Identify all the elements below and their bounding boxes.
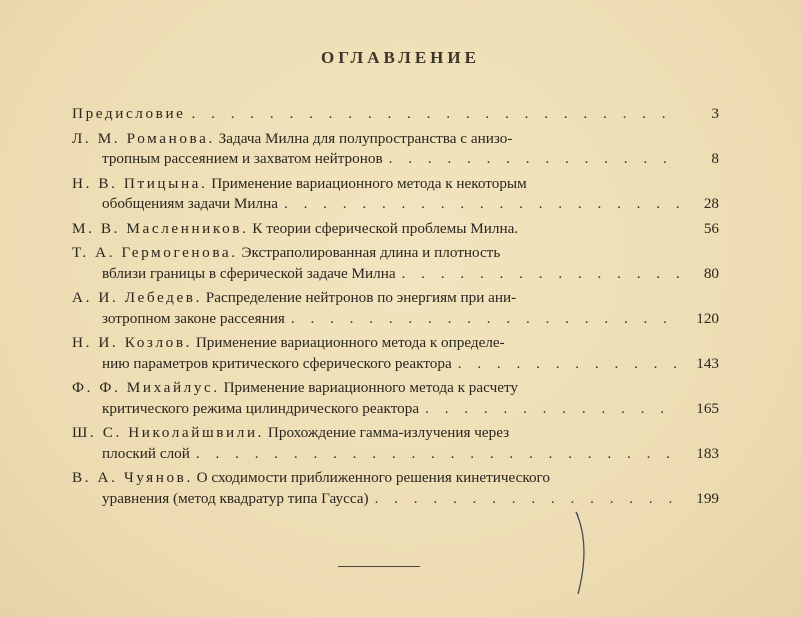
dot-leader [396, 264, 681, 285]
toc-entry-preface [72, 104, 719, 125]
entry-title-line: Задача Милна для полупространства с анизо- [218, 129, 513, 147]
entry-author: Н. В. Птицына. [72, 174, 208, 192]
page-number: 8 [711, 150, 719, 167]
entry-title-line: О сходимости приближенного решения кинетического [196, 469, 550, 486]
entry-author: Ф. Ф. Михайлус. [72, 379, 220, 396]
page-number: 143 [696, 354, 719, 372]
page-number: 165 [696, 399, 719, 417]
table-of-contents [72, 104, 719, 513]
page-number: 80 [703, 264, 719, 282]
separator-line [338, 566, 420, 567]
entry-title-continuation: критического режима цилиндрического реактора [102, 399, 420, 417]
entry-author: Н. И. Козлов. [72, 334, 193, 351]
toc-entry [72, 378, 719, 419]
toc-entry [72, 333, 719, 374]
pencil-mark [560, 508, 600, 598]
entry-author: М. В. Масленников. [72, 219, 249, 237]
page-number: 120 [696, 309, 719, 327]
toc-entry [72, 219, 719, 240]
entry-title-continuation: тропным рассеянием и захватом нейтронов [102, 150, 383, 167]
dot-leader [285, 309, 681, 330]
toc-entry [72, 468, 719, 509]
entry-title-line: Экстраполированная длина и плотность [241, 244, 501, 261]
toc-entry [72, 174, 719, 215]
entry-title: Предисловие [72, 105, 186, 122]
dot-leader [190, 444, 681, 465]
entry-author: Ш. С. Николайшвили. [72, 424, 265, 441]
entry-title-line: Применение вариационного метода к некоторым [211, 174, 527, 192]
entry-title-line: Применение вариационного метода к расчету [223, 379, 518, 396]
dot-leader [383, 149, 681, 170]
toc-entry [72, 243, 719, 284]
toc-entry [72, 288, 719, 329]
entry-title-continuation: зотропном законе рассеяния [102, 309, 285, 327]
dot-leader [186, 104, 681, 125]
entry-author: В. А. Чуянов. [72, 469, 193, 486]
entry-title-line: Применение вариационного метода к определе- [195, 334, 505, 351]
toc-entry [72, 423, 719, 464]
entry-title-line: Распределение нейтронов по энергиям при ани- [205, 289, 517, 306]
page-title: ОГЛАВЛЕНИЕ [321, 48, 480, 67]
dot-leader [452, 354, 681, 375]
entry-title-line: Прохождение гамма-излучения через [267, 424, 510, 441]
entry-title-continuation: вблизи границы в сферической задаче Милна [102, 264, 396, 282]
dot-leader [369, 489, 681, 510]
entry-title-continuation: нию параметров критического сферического реактора [102, 354, 452, 372]
entry-author: Л. М. Романова. [72, 129, 215, 147]
page-number: 56 [703, 219, 719, 237]
entry-title-continuation: плоский слой [102, 444, 190, 462]
dot-leader [278, 194, 681, 215]
entry-author: А. И. Лебедев. [72, 289, 202, 306]
entry-title-continuation: обобщениям задачи Милна [102, 195, 278, 212]
page-number: 199 [696, 489, 719, 507]
page-number: 183 [696, 444, 719, 462]
entry-author: Т. А. Гермогенова. [72, 244, 238, 261]
toc-entry [72, 129, 719, 170]
dot-leader [419, 399, 681, 420]
page-number: 28 [703, 195, 719, 212]
entry-title-line: К теории сферической проблемы Милна. [252, 219, 519, 237]
entry-title-continuation: уравнения (метод квадратур типа Гаусса) [102, 489, 369, 507]
page-number: 3 [711, 105, 719, 122]
